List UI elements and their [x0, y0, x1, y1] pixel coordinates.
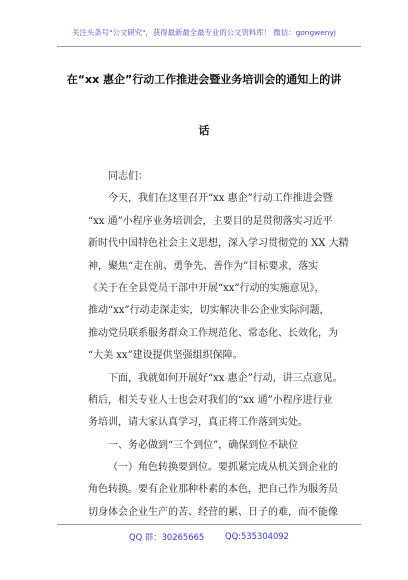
body-line: 今天，我们在这里召开“xx 惠企”行动工作推进会暨 — [108, 193, 333, 205]
body-line: 推动“xx”行动走深走实，切实解决非公企业实际问题， — [88, 305, 330, 317]
header-divider — [57, 46, 361, 47]
body-line: 神，聚焦“走在前、勇争先、善作为”目标要求，落实 — [88, 260, 319, 272]
body-line-salutation: 同志们： — [108, 171, 148, 182]
document-title-line-1: 在“xx 惠企”行动工作推进会暨业务培训会的通知上的讲 — [66, 73, 342, 86]
footer-divider — [57, 524, 361, 525]
body-line: 切身体会企业生产的苦、经营的累、日子的难，而不能像 — [88, 506, 338, 518]
body-line: 角色转换。要有企业那种朴素的本色，把自己作为服务员 — [88, 484, 338, 496]
body-line: 稍后，相关专业人士也会对我们的“xx 通”小程序进行业 — [88, 394, 333, 406]
header-promo-note: 关注头条号"公文研究"，获得最新最全最专业的公文资料库！ 微信：gongwenyj — [72, 28, 336, 37]
document-body — [88, 166, 348, 524]
body-line: 下面，我就如何开展好“xx 惠企”行动，讲三点意见。 — [108, 372, 343, 384]
body-line: 新时代中国特色社会主义思想，深入学习贯彻党的 XX 大精 — [88, 238, 349, 250]
footer-qq-group: QQ 群：30265665 — [129, 532, 205, 542]
document-title-line-2: 话 — [198, 124, 210, 137]
subsection-heading: （一）角色转换要到位。要抓紧完成从机关到企业的 — [108, 462, 338, 474]
section-heading: 一、务必做到“三个到位”，确保到位不缺位 — [108, 439, 299, 451]
body-line: “xx 通”小程序业务培训会，主要目的是贯彻落实习近平 — [88, 215, 333, 227]
body-line: 推动党员联系服务群众工作规范化、常态化、长效化，为 — [88, 327, 338, 339]
body-line: “大美 xx”建设提供坚强组织保障。 — [88, 350, 243, 362]
body-line: 《关于在全县党员干部中开展“xx”行动的实施意见》， — [88, 282, 325, 294]
body-line: 务培训，请大家认真学习，真正将工作落到实处。 — [88, 417, 308, 429]
footer-qq-contact: QQ:535304092 — [225, 531, 289, 541]
